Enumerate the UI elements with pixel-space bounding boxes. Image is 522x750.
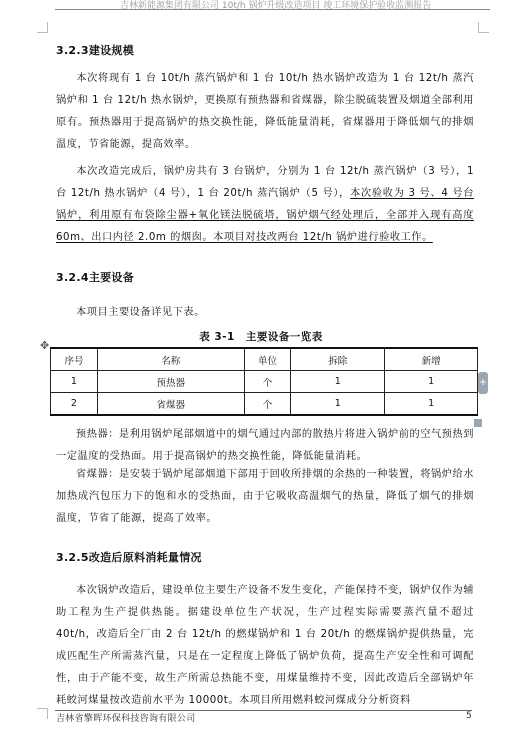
table-cell: 1	[51, 371, 98, 393]
table-cell: 1	[291, 393, 385, 416]
paragraph-consumption: 本次锅炉改造后，建设单位主要生产设备不发生变化，产能保持不变，锅炉仅作为辅助工程为生产提供热能。据建设单位生产状况，生产过程实际需要蒸汽量不超过 40t/h，改造后全厂由 2 台 12t/h 的燃煤锅炉和 1 台 20t/h 的燃煤锅炉提供热量，完成匹配生产所需蒸汽量，只是在一定程度上降低了锅炉负荷，提高生产安全性和可调配性，由于产能不变，故生产所需总热能不变，用煤量维持不变，因此改造后全部锅炉年耗蛟河煤量按改造前水平为 10000t。本项目所用燃料蛟河煤成分分析资料	[56, 585, 474, 706]
section-heading-3-2-4: 3.2.4主要设备	[56, 271, 135, 284]
table-row	[51, 371, 478, 393]
table-header-cell: 新增	[385, 348, 478, 371]
section-heading-3-2-5: 3.2.5改造后原料消耗量情况	[56, 551, 202, 564]
add-column-button[interactable]: +	[478, 372, 488, 394]
underlined-acceptance-scope: 本次验收为 3 号、4 号台锅炉，利用原有布袋除尘器+氧化镁法脱硫塔，锅炉烟气经处理后，全部并入现有高度 60m、出口内径 2.0m 的烟囱。本项目对技改两台 12t/h 锅炉进行验收工作。	[56, 188, 474, 243]
note-economizer: 省煤器：是安装于锅炉尾部烟道下部用于回收所排烟的余热的一种装置，将锅炉给水加热成汽包压力下的饱和水的受热面，由于它吸收高温烟气的热量，降低了烟气的排烟温度，节省了能源，提高了效率。	[56, 469, 474, 524]
table-cell: 省煤器	[97, 393, 244, 416]
note-preheater: 预热器：是利用锅炉尾部烟道中的烟气通过内部的散热片将进入锅炉前的空气预热到一定温度的受热面。用于提高锅炉的热交换性能，降低能量消耗。	[56, 429, 474, 462]
table-resize-handle[interactable]	[474, 419, 482, 427]
page-number: 5	[466, 711, 472, 721]
table-row	[51, 393, 478, 416]
section-heading-3-2-3: 3.2.3建设规模	[56, 44, 135, 57]
table-header-cell: 拆除	[291, 348, 385, 371]
equipment-intro: 本项目主要设备详见下表。	[76, 307, 205, 318]
table-cell: 2	[51, 393, 98, 416]
paragraph-scale: 本次将现有 1 台 10t/h 蒸汽锅炉和 1 台 10t/h 热水锅炉改造为 1 台 12t/h 蒸汽锅炉和 1 台 12t/h 热水锅炉，更换原有预热器和省煤器，除尘脱硫装置及烟道全部利用原有。预热器用于提高锅炉的热交换性能，降低能量消耗，省煤器用于降低烟气的排烟温度，节省能源，提高效率。	[56, 73, 474, 150]
table-cell: 1	[385, 371, 478, 393]
paragraph-boilers: 本次改造完成后，锅炉房共有 3 台锅炉，分别为 1 台 12t/h 蒸汽锅炉（3 号），1 台 12t/h 热水锅炉（4 号），1 台 20t/h 蒸汽锅炉（5 号），本次验收为 3 号、4 号台锅炉，利用原有布袋除尘器+氧化镁法脱硫塔，锅炉烟气经处理后，全部并入现有高度 60m、出口内径 2.0m 的烟囱。本项目对技改两台 12t/h 锅炉进行验收工作。	[56, 166, 474, 243]
footer-company: 吉林省擎晖环保科技咨询有限公司	[56, 714, 196, 724]
table-cell: 预热器	[97, 371, 244, 393]
table-cell: 个	[244, 371, 291, 393]
table-caption: 表 3-1 主要设备一览表	[199, 331, 323, 343]
table-header-cell: 序号	[51, 348, 98, 371]
equipment-table	[50, 347, 478, 416]
table-move-handle-icon[interactable]: ✥	[40, 339, 50, 352]
table-header-cell: 单位	[244, 348, 291, 371]
table-header-cell: 名称	[97, 348, 244, 371]
margin-corner-mark	[478, 22, 489, 33]
margin-corner-mark	[37, 708, 48, 719]
table-cell: 个	[244, 393, 291, 416]
running-header: 吉林新能源集团有限公司 10t/h 锅炉升级改造项目 竣工环境保护验收监测报告	[120, 1, 432, 11]
table-header-row	[51, 348, 478, 371]
table-cell: 1	[385, 393, 478, 416]
margin-corner-mark	[37, 22, 48, 33]
table-cell: 1	[291, 371, 385, 393]
